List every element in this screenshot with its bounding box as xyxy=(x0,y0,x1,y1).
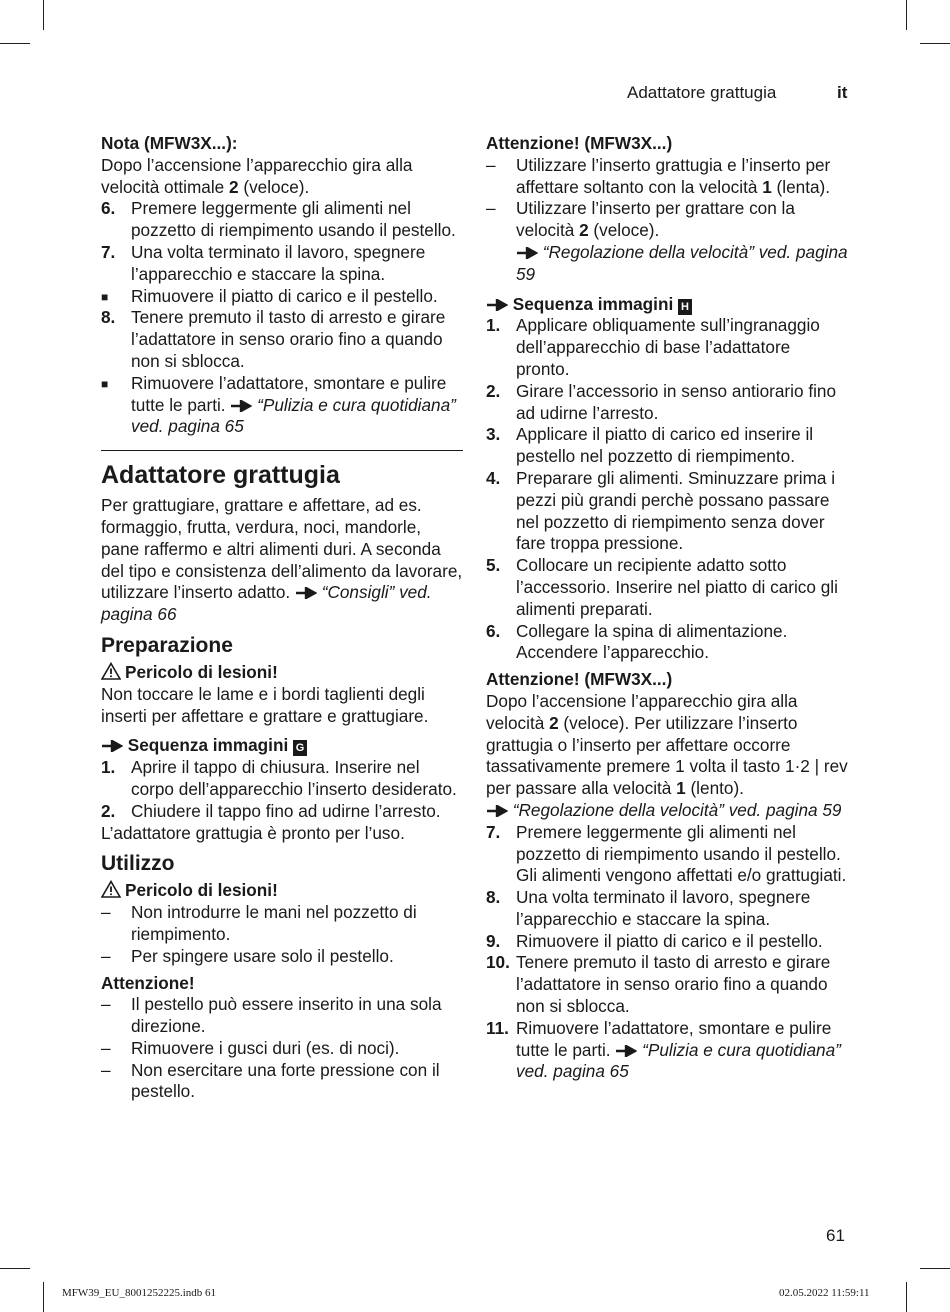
steps-list xyxy=(486,315,848,664)
figure-letter-badge: G xyxy=(293,740,307,756)
list-item-text: Una volta terminato il lavoro, spegnere l’apparecchio e staccare la spina. xyxy=(131,241,426,284)
list-item-text: Premere leggermente gli alimenti nel pozzetto di riempimento usando il pestello. xyxy=(131,198,456,241)
danger-title: Pericolo di lesioni! xyxy=(125,661,278,682)
section-title: Adattatore grattugia xyxy=(101,461,340,490)
list-item-text: Rimuovere il piatto di carico e il pestello. xyxy=(131,285,438,306)
speed-value: 2 xyxy=(579,220,589,241)
list-item-text: Il pestello può essere inserito in una sola direzione. xyxy=(131,994,442,1037)
list-item-text: Rimuovere il piatto di carico e il pestello. xyxy=(516,930,823,951)
list-item xyxy=(486,198,848,285)
list-item xyxy=(101,757,463,801)
nota-title: Nota (MFW3X...): xyxy=(101,133,238,153)
arrow-icon xyxy=(230,400,252,412)
danger-list xyxy=(101,902,463,967)
cross-reference-link[interactable]: “Regolazione della velocità” ved. pagina 59 xyxy=(516,241,848,284)
arrow-icon xyxy=(615,1045,637,1057)
danger-heading xyxy=(101,662,463,684)
list-item xyxy=(101,994,463,1038)
list-item-text: Utilizzare l’inserto per grattare con la velocità xyxy=(516,198,795,241)
list-item xyxy=(486,424,848,468)
list-item xyxy=(101,242,463,286)
cross-reference-link[interactable]: “Consigli” ved. pagina 66 xyxy=(101,582,432,625)
crop-mark xyxy=(906,1282,907,1312)
list-item-text: Non introdurre le mani nel pozzetto di riempimento. xyxy=(131,902,417,944)
list-item-text: (lenta). xyxy=(771,176,831,197)
image-sequence-ref xyxy=(101,735,463,757)
subsection-title: Utilizzo xyxy=(101,852,175,876)
speed-key-label: 1·2 | rev xyxy=(785,756,848,777)
sequence-label: Sequenza immagini xyxy=(512,293,674,314)
steps-list xyxy=(486,822,848,1018)
cross-reference-link[interactable]: “Pulizia e cura quotidiana” ved. pagina 65 xyxy=(131,394,456,437)
list-item xyxy=(101,198,463,242)
list-item-text: Collegare la spina di alimentazione. Accendere l’apparecchio. xyxy=(516,620,788,663)
step-number: 11. xyxy=(486,1017,509,1038)
steps-list xyxy=(101,757,463,822)
list-item xyxy=(486,931,848,953)
danger-title: Pericolo di lesioni! xyxy=(125,880,278,901)
step-number: 9. xyxy=(486,930,501,951)
list-item-text: Utilizzare l’inserto grattugia e l’inserto per affettare soltanto con la velocità xyxy=(516,154,831,197)
nota-text-part: (veloce). xyxy=(238,176,310,197)
arrow-icon xyxy=(516,247,538,259)
arrow-icon xyxy=(486,299,508,311)
attention-title: Attenzione! (MFW3X...) xyxy=(486,669,673,690)
left-column xyxy=(101,133,463,1103)
dash-bullet: – xyxy=(486,198,496,219)
list-item xyxy=(101,286,463,308)
list-item-text: Rimuovere l’adattatore, smontare e pulire tutte le parti. xyxy=(131,372,447,415)
list-item xyxy=(101,946,463,968)
intro-paragraph xyxy=(101,495,463,626)
right-column xyxy=(486,133,848,1083)
step-number: 10. xyxy=(486,952,510,973)
list-item xyxy=(486,822,848,887)
speed-value: 1 xyxy=(676,778,686,799)
list-item-text: Una volta terminato il lavoro, spegnere l’apparecchio e staccare la spina. xyxy=(516,887,811,929)
danger-text: Non toccare le lame e i bordi taglienti degli inserti per affettare e grattare e grattugiare. xyxy=(101,683,429,726)
list-item xyxy=(486,381,848,425)
list-item xyxy=(101,1060,463,1104)
dash-bullet: – xyxy=(101,1037,111,1058)
square-bullet: ■ xyxy=(101,376,109,391)
speed-value: 2 xyxy=(229,176,239,197)
step-number: 2. xyxy=(101,800,116,821)
list-item-text: Preparare gli alimenti. Sminuzzare prima i pezzi più grandi perchè possano passare nel pozzetto di riempimento senza dover fare troppa pressione. xyxy=(516,467,836,554)
steps-list xyxy=(101,198,463,372)
list-item xyxy=(101,1038,463,1060)
list-item-text: Tenere premuto il tasto di arresto e girare l’adattatore in senso orario fino a quando non si sblocca. xyxy=(516,952,831,1017)
step-number: 3. xyxy=(486,424,501,445)
list-item-text: Applicare obliquamente sull’ingranaggio dell’apparecchio di base l’adattatore pronto. xyxy=(516,315,820,379)
crop-mark xyxy=(43,1282,44,1312)
nota-text-part: Dopo l’accensione l’apparecchio gira alla velocità ottimale xyxy=(101,154,413,197)
step-number: 1. xyxy=(101,757,116,778)
speed-value: 2 xyxy=(549,712,559,733)
list-item xyxy=(101,373,463,438)
list-item xyxy=(486,1018,848,1083)
step-number: 7. xyxy=(101,241,116,262)
header-language: it xyxy=(837,83,848,102)
running-header xyxy=(627,83,848,103)
crop-mark xyxy=(0,43,30,44)
list-item-text: Collocare un recipiente adatto sotto l’accessorio. Inserire nel piatto di carico gli alimenti preparati. xyxy=(516,555,838,619)
image-sequence-ref xyxy=(486,294,848,316)
crop-mark xyxy=(920,43,950,44)
dash-bullet: – xyxy=(101,902,111,923)
step-number: 6. xyxy=(101,198,116,219)
list-item-text: (veloce). xyxy=(588,220,660,241)
list-item xyxy=(486,887,848,931)
intro-text: Per grattugiare, grattare e affettare, ad es. formaggio, frutta, verdura, noci, mandorle, pane raffermo e altri alimenti duri. A seconda del tipo e consistenza dell’alimento da lavorare, utilizzare l’inserto adatto. xyxy=(101,495,463,603)
page-number: 61 xyxy=(826,1226,845,1245)
arrow-icon xyxy=(486,805,508,817)
crop-mark xyxy=(0,1268,30,1269)
footer-datetime: 02.05.2022 11:59:11 xyxy=(779,1287,870,1299)
attention-text-part: per passare alla velocità xyxy=(486,778,677,799)
crop-mark xyxy=(43,0,44,30)
list-item-text: Applicare il piatto di carico ed inserire il pestello nel pozzetto di riempimento. xyxy=(516,424,814,467)
step-number: 7. xyxy=(486,821,501,842)
square-bullet: ■ xyxy=(101,289,109,304)
sequence-label: Sequenza immagini xyxy=(127,735,289,756)
attention-text-part: Dopo l’accensione l’apparecchio gira alla velocità xyxy=(486,690,798,733)
list-item xyxy=(101,902,463,946)
step-number: 8. xyxy=(486,887,501,908)
attention-list xyxy=(101,994,463,1103)
cross-reference-link[interactable]: “Regolazione della velocità” ved. pagina 59 xyxy=(512,799,842,820)
step-number: 1. xyxy=(486,315,501,336)
step-number: 4. xyxy=(486,467,501,488)
figure-letter-badge: H xyxy=(678,299,692,315)
section-divider xyxy=(101,450,463,451)
attention-text xyxy=(486,691,848,822)
list-item xyxy=(486,555,848,620)
attention-text-part: (veloce). Per utilizzare l’inserto grattugia o l’inserto per affettare occorre tassativamente premere 1 volta il tasto xyxy=(486,712,798,777)
list-item xyxy=(101,307,463,372)
footer-file-info: MFW39_EU_8001252225.indb 61 xyxy=(62,1287,216,1299)
list-item xyxy=(486,468,848,555)
list-item xyxy=(486,621,848,665)
dash-bullet: – xyxy=(486,154,496,175)
dash-bullet: – xyxy=(101,1059,111,1080)
nota-text xyxy=(101,155,463,199)
arrow-icon xyxy=(101,740,123,752)
warning-triangle-icon xyxy=(101,880,121,898)
arrow-icon xyxy=(295,587,317,599)
list-item xyxy=(486,315,848,380)
dash-bullet: – xyxy=(101,994,111,1015)
list-item xyxy=(486,952,848,1017)
attention-text-part: (lento). xyxy=(685,778,744,799)
attention-title: Attenzione! xyxy=(101,972,195,993)
list-item xyxy=(486,155,848,199)
step-number: 2. xyxy=(486,380,501,401)
list-item-text: Per spingere usare solo il pestello. xyxy=(131,945,394,966)
step-number: 8. xyxy=(101,307,116,328)
step-number: 5. xyxy=(486,555,501,576)
dash-bullet: – xyxy=(101,945,111,966)
attention-title: Attenzione! (MFW3X...) xyxy=(486,133,673,153)
crop-mark xyxy=(920,1268,950,1269)
speed-value: 1 xyxy=(762,176,772,197)
subsection-title: Preparazione xyxy=(101,633,233,657)
step-number: 6. xyxy=(486,620,501,641)
cross-reference-link[interactable]: “Pulizia e cura quotidiana” ved. pagina 65 xyxy=(516,1039,841,1082)
list-item-text: Chiudere il tappo fino ad udirne l’arresto. xyxy=(131,800,441,821)
list-item-text: Girare l’accessorio in senso antiorario fino ad udirne l’arresto. xyxy=(516,380,837,423)
list-item-text: Premere leggermente gli alimenti nel pozzetto di riempimento usando il pestello. Gli alimenti vengono affettati e/o grattugiati. xyxy=(516,821,847,886)
list-item-text: Aprire il tappo di chiusura. Inserire nel corpo dell’apparecchio l’inserto desiderato. xyxy=(131,757,457,799)
list-item xyxy=(101,801,463,823)
crop-mark xyxy=(906,0,907,30)
warning-triangle-icon xyxy=(101,662,121,680)
list-item-text: Tenere premuto il tasto di arresto e girare l’adattatore in senso orario fino a quando non si sblocca. xyxy=(131,307,446,371)
list-item-text: Rimuovere l’adattatore, smontare e pulire tutte le parti. xyxy=(516,1017,832,1060)
list-item-text: Non esercitare una forte pressione con il pestello. xyxy=(131,1059,440,1102)
prep-done-text: L’adattatore grattugia è pronto per l’uso. xyxy=(101,822,405,843)
danger-heading xyxy=(101,880,463,902)
list-item-text: Rimuovere i gusci duri (es. di noci). xyxy=(131,1037,400,1058)
header-title: Adattatore grattugia xyxy=(627,83,777,102)
